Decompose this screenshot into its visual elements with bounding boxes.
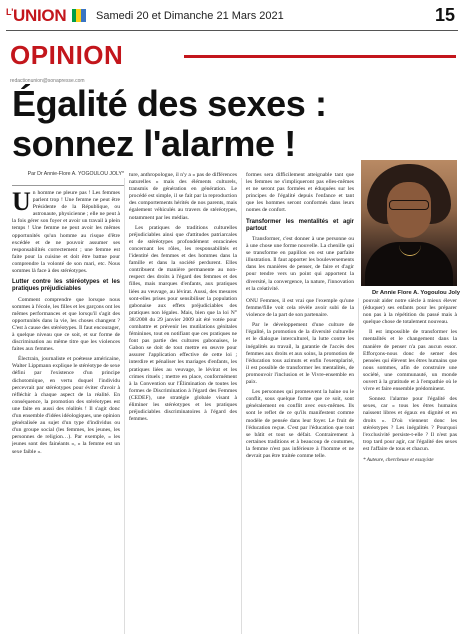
paragraph: Par le développement d'une culture de l'égalité, la promotion de la diversité culturelle et le dialogue interculturel, la lutte contre les inégalités au travail, la garantie de l'accès des femmes aux droits et aux soins, la promotion de l'éducation tous azimuts et enfin l'exemplarité, il est possible de transformer les mentalités, de promouvoir l'inclusion et le Vivre-ensemble en paix. — [246, 322, 354, 386]
lead-text: n homme ne pleure pas ! Les femmes parlent trop ! Une femme ne peut être Présidente de la République, ou astronaute, physicienne ; elle ne peut à la fois gérer son foyer et avoir un travail à plein temps ! Une femme ne peut avoir les mêmes opportunités qu'un homme au risque d'être excédée et de ne pouvoir assumer ses responsabilités correctement ; une femme est faite pour la cuisine et doit être battue pour comprendre la volonté de son mari, etc. Nous sommes là face à des stéréotypes. — [12, 190, 120, 275]
paragraph: Comment comprendre que lorsque nous sommes à l'école, les filles et les garçons ont les mêmes performances et que lorsqu'il s'agit des opportunités dans la vie, les choses changent ? C'est à cause des stéréotypes. Il faut encourager, à quelque niveau que ce soit, et sur forme de discrimination au même titre que les violences faites aux femmes. — [12, 296, 120, 353]
column-divider — [124, 178, 125, 634]
section-email: redactionunion@sonapresse.com — [10, 78, 85, 84]
paragraph: Transformer, c'est donner à une personne ou à une chose une forme nouvelle. La chenille qui se transforme en papillon en est une parfaite illustration. Il faut apporter les bouleversements dans les manières de penser, de faire et d'agir pour tendre vers un point qui apportent la diversité, la convergence, la nature, l'innovation et la créativité. — [246, 235, 354, 290]
paragraph: Les personnes qui promeuvent la haine ou le conflit, sous quelque forme que ce soit, sont généralement en conflit avec eux-mêmes. Ils sont le reflet de ce qu'ils manifestent comme modèle de pensée dans leur foyer. Le fruit de l'éducation reçue. C'est par l'éducation que tout se bâtit et tout se défait. Contrairement à certaines traditions et à beaucoup de coutumes, la femme n'est pas inférieure à l'homme et ne devrait pas être traitée comme telle. — [246, 389, 354, 459]
author-signature: * Auteure, chercheuse et essayiste — [363, 456, 434, 463]
masthead — [6, 5, 458, 31]
page-number: 15 — [434, 5, 455, 25]
issue-date: Samedi 20 et Dimanche 21 Mars 2021 — [96, 10, 284, 22]
article-column-1 — [12, 190, 120, 634]
paragraph: Les pratiques de traditions culturelles préjudiciables ainsi que d'attitudes patriarcales et de stéréotypes profondément enracinées concernant les rôles, les responsabilités et l'identité des femmes et des hommes dans la famille et dans la société perdurent. Elles contribuent de manière permanente au non-respect des droits à l'égard des femmes et des filles, mais marques d'enfants, aux pratiques liées au veuvage, au lévirat. Aussi, des mesures sont-elles prises pour sensibiliser la population gabonaise aux effets préjudiciables des pratiques non légales. Mais, bien que la loi N° 38/2008 du 29 janvier 2009 ait été votée pour combattre et prévenir les mutilations génitales féminines, tout en notifiant que ces pratiques ne font pas partie des cultures gabonaises, le Gabon se doit de tout mettre en œuvre pour assurer l'application effective de cette loi ; interdire et pénaliser les mariages d'enfants, les pratiques liées au veuvage, le lévirat et les crimes rituels ; mettre en place, conformément à la Convention sur l'Élimination de toutes les formes de Discrimination à l'égard des Femmes (CEDEF), une stratégie globale visant à éliminer les stéréotypes et les pratiques préjudiciables discriminatoires à l'égard des femmes. — [129, 224, 237, 423]
article-headline: Égalité des sexes : sonnez l'alarme ! — [12, 83, 327, 164]
photo-glasses — [389, 200, 429, 210]
dropcap: U — [12, 190, 31, 216]
subheading-stereotypes: Lutter contre les stéréotypes et les pratiques préjudiciables — [12, 279, 120, 293]
article-column-2 — [129, 172, 237, 634]
paragraph: Sonnez l'alarme pour l'égalité des sexes, car « tous les êtres humains naissent libres et égaux en dignité et en droits ». D'où viennent donc les stéréotypes ? Les inégalités ? Pourquoi l'exclusivité persiste-t-elle ? Il n'est pas trop tard pour agir, car l'égalité des sexes est l'affaire de tous et chacun. — [363, 396, 457, 452]
author-photo — [361, 160, 457, 286]
section-rule — [184, 55, 456, 58]
section-label: OPINION — [10, 40, 124, 70]
article-column-5 — [363, 298, 457, 634]
photo-caption: Dr Annie Flore A. Yogoulou Joly — [372, 290, 460, 296]
gabon-flag-icon — [72, 7, 86, 20]
paragraph: Électrain, journaliste et poétesse américaine, Walter Lippmann explique le stéréotype de sexe défini par l'existence d'un principe dichotomique, en vertu duquel l'individu percevrait par stéréotypes pour éviter d'avoir à réfléchir à chaque aspect de la réalité. En conséquence, la promotion des stéréotypes est une faite en aussi des réalités ! Il s'agit donc d'un ensemble d'idées idéologiques, une opinion généralisée au sujet d'un type d'individus ou d'un groupe social (les femmes, les jeunes, les personnes de religion…). Par exemple, « les jeunes sont des fainéants », « la femme est un sexe faible ». — [12, 356, 120, 455]
photo-face — [387, 182, 431, 238]
header-divider — [6, 30, 458, 31]
column-divider — [358, 298, 359, 634]
section-header — [6, 40, 458, 70]
logo-name: UNION — [13, 6, 67, 25]
paragraph: ture, anthropologue, il n'y a « pas de différences naturelles » mais des éléments culturels, transmis de génération en génération. Le procédé est simple, il se fait par la reproduction des comportements hérités de nos parents, mais également véhiculés au travers de stéréotypes, notamment par les médias. — [129, 172, 237, 221]
paragraph: ONU Femmes, il est vrai que l'exemple qu'une femme/fille voit cela révèle avoir subi de la violence de la part de son partenaire. — [246, 298, 354, 319]
paragraph: formes sera difficilement atteignable tant que les femmes ne s'impliqueront pas elles-mêmes et ne seront pas formées et éduquées sur les principes de l'égalité depuis l'enfance et tant que les hommes seront conformés dans leurs nomes de confort. — [246, 172, 354, 214]
logo-article: L' — [6, 7, 14, 17]
article-byline: Par Dr Annie-Flore A. YOGOULOU JOLY* — [27, 171, 124, 177]
lead-paragraph — [12, 190, 120, 275]
article-column-3 — [246, 172, 354, 290]
byline-divider — [12, 185, 124, 186]
newspaper-logo[interactable] — [6, 6, 86, 26]
article-column-4 — [246, 298, 354, 634]
paragraph: Il est impossible de transformer les mentalités et le changement dans la manière de penser n'a pas aucun essor. Efforçons-nous donc de semer des pensées qui élèvent les êtres humains que nous sommes, afin de construire une société, une communauté, un monde ouvert à la gratitude et à l'empathie où le vivre et faire ensemble prédominent. — [363, 329, 457, 393]
paragraph: pouvait aider notre siècle à mieux élever (éduquer) ses enfants pour les préparer non pas à la répétition du passé mais à quelque chose de totalement nouveau. — [363, 298, 457, 326]
column-divider — [241, 178, 242, 634]
subheading-transform: Transformer les mentalités et agir partout — [246, 218, 354, 232]
